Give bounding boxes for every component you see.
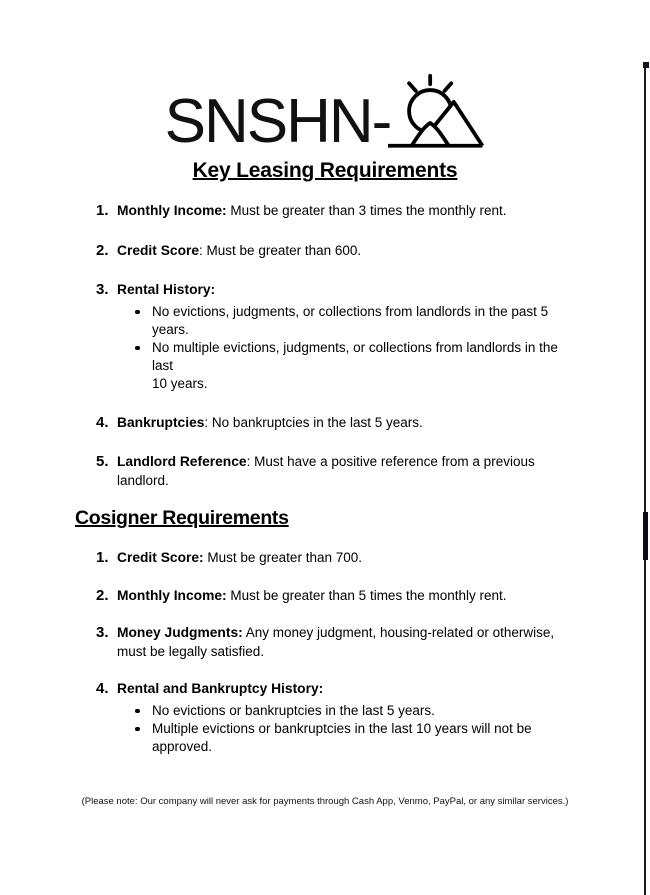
bullet-dot-icon — [135, 310, 140, 315]
item-text: Any money judgment, housing-related or otherwise, — [242, 625, 555, 640]
item-number: 2. — [96, 241, 109, 259]
item-number: 3. — [96, 624, 109, 641]
bullet-text: No multiple evictions, judgments, or collections from landlords in the last — [152, 339, 558, 373]
bullet-item — [117, 720, 570, 756]
item-label: Money Judgments: — [117, 625, 243, 640]
list-item — [96, 587, 570, 606]
cosigner-heading: Cosigner Requirements — [75, 507, 289, 529]
bullet-list — [117, 303, 570, 393]
item-number: 1. — [96, 549, 109, 566]
bullet-item — [117, 303, 570, 339]
cosigner-requirements-list — [80, 549, 570, 756]
list-item — [96, 549, 570, 568]
list-item — [96, 281, 570, 393]
item-text: : Must be greater than 600. — [199, 242, 362, 258]
item-number: 3. — [96, 281, 109, 298]
list-item — [96, 624, 570, 661]
bullet-item — [117, 702, 570, 720]
logo-text: SNSHN- — [164, 87, 391, 156]
item-number: 1. — [96, 202, 109, 219]
footer-note: (Please note: Our company will never ask for payments through Cash App, Venmo, PayPal, or any similar services.) — [81, 795, 569, 807]
item-number: 5. — [96, 453, 109, 470]
scrollbar-track[interactable] — [644, 62, 646, 895]
item-number: 4. — [96, 680, 109, 697]
item-text: : No bankruptcies in the last 5 years. — [204, 414, 423, 430]
item-text: Must be greater than 5 times the monthly rent. — [226, 587, 507, 603]
bullet-dot-icon — [135, 346, 140, 351]
bullet-text-wrap: 10 years. — [152, 375, 208, 391]
bullet-list — [117, 702, 570, 756]
item-label: Rental and Bankruptcy History: — [117, 681, 324, 696]
item-label: Monthly Income: — [117, 203, 227, 218]
bullet-item — [117, 339, 570, 393]
item-text: : Must have a positive reference from a previous — [246, 454, 535, 469]
list-item — [96, 680, 570, 756]
list-item — [96, 242, 570, 261]
item-label: Monthly Income: — [117, 587, 227, 603]
scrollbar-corner — [643, 62, 649, 68]
scrollbar[interactable] — [643, 62, 650, 895]
item-label: Credit Score: — [117, 550, 204, 565]
sunrise-mountains-icon — [388, 73, 485, 151]
item-text-wrap: landlord. — [117, 472, 169, 488]
item-number: 2. — [96, 586, 109, 604]
scrollbar-thumb[interactable] — [643, 512, 648, 560]
item-label: Bankruptcies — [117, 414, 205, 430]
list-item — [96, 453, 570, 490]
item-text-wrap: must be legally satisfied. — [117, 643, 265, 659]
bullet-text: No evictions or bankruptcies in the last 5 years. — [152, 702, 435, 718]
bullet-dot-icon — [135, 727, 140, 732]
item-label: Credit Score — [117, 242, 200, 258]
list-item — [96, 414, 570, 433]
item-text: Must be greater than 3 times the monthly rent. — [226, 203, 507, 218]
list-item — [96, 202, 570, 221]
item-label: Landlord Reference — [117, 454, 247, 469]
item-text: Must be greater than 700. — [203, 550, 362, 565]
item-number: 4. — [96, 413, 109, 431]
logo — [80, 62, 570, 156]
bullet-text: No evictions, judgments, or collections from landlords in the past 5 years. — [152, 303, 549, 337]
main-heading: Key Leasing Requirements — [192, 159, 458, 182]
item-label: Rental History: — [117, 282, 216, 297]
key-requirements-list — [80, 202, 570, 490]
bullet-dot-icon — [135, 709, 140, 714]
document-page — [0, 62, 650, 808]
bullet-text: Multiple evictions or bankruptcies in the last 10 years will not be approved. — [152, 720, 532, 754]
